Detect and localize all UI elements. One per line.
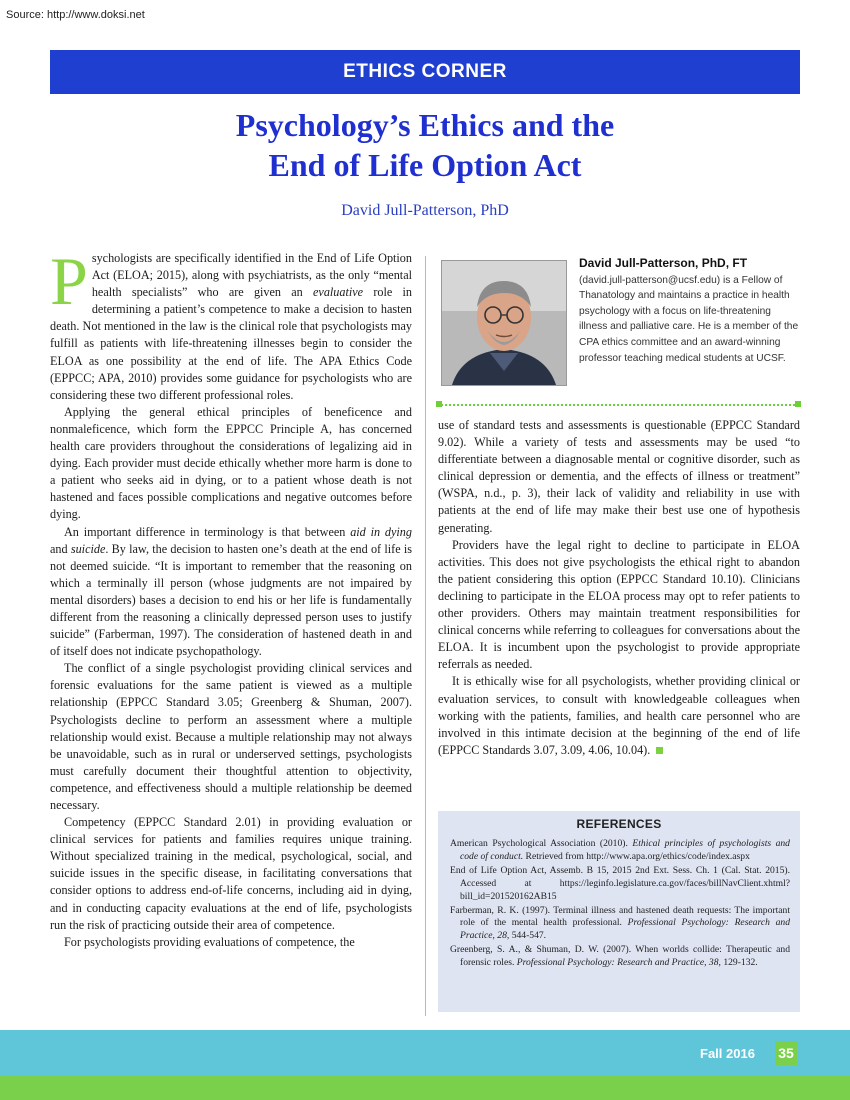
issue-label: Fall 2016 bbox=[700, 1046, 755, 1061]
paragraph: An important difference in terminology is that between aid in dying and suicide. By law, the decision to hasten one’s death at the end of life is not deemed suicide. “It is important to remember that the reasoning on which a terminally ill person (whose judgments are not impaired by mental disorders) bases a decision to end his or her life is fundamentally different from the reasoning a clinically depressed person uses to justify suicide” (Farberman, 1997). The consideration of hastened death in and of itself does not indicate psychopathology. bbox=[50, 524, 412, 659]
drop-cap: P bbox=[50, 243, 88, 319]
paragraph: The conflict of a single psychologist providing clinical services and forensic evaluations for the same patient is viewed as a multiple relationship (EPPCC Standard 3.05; Greenberg & Shuman, 2007). Psychologists decline to perform an assessment where a multiple relationship would exist. Because a multiple relationship may not always be unavoidable, such as in rural or underserved settings, psychologists must carefully document their thoughtful attention to objectivity, competence, and effectiveness should a multiple relationship be deemed necessary. bbox=[50, 661, 412, 812]
author-photo bbox=[441, 260, 567, 386]
left-column bbox=[50, 243, 412, 951]
paragraph: Competency (EPPCC Standard 2.01) in providing evaluation or clinical services for patients and families requires unique training. Without specialized training in the medical, psychological, social, and suicide issues in the specific disease, in facilitating conversations that consider options to address end-of-life concerns, including aid in dying, and in conducting capacity evaluations at the end of life, psychologists run the risk of practicing outside their area of competence. bbox=[50, 815, 412, 932]
paragraph: For psychologists providing evaluations of competence, the bbox=[64, 934, 355, 949]
article-author: David Jull-Patterson, PhD bbox=[341, 202, 509, 219]
author-bio bbox=[579, 256, 801, 366]
reference-item: Farberman, R. K. (1997). Terminal illness and hastened death requests: The important role of the mental health professional. Professional Psychology: Research and Practice, 28, 544-547. bbox=[450, 904, 790, 942]
footer-stripe bbox=[0, 1076, 850, 1100]
title-line-2: End of Life Option Act bbox=[268, 147, 582, 183]
page-number: 35 bbox=[775, 1041, 797, 1065]
paragraph: use of standard tests and assessments is questionable (EPPCC Standard 9.02). While a variety of tests and assessments may be used “to differentiate between a diagnosable mental or cognitive disorder, such as clinical depression or dementia, and the effects of illness or treatment” (WSPA, n.d., p. 3), their lack of validity and reliability in use with patients at the end of life may make their best use one of hypothesis generating. bbox=[438, 418, 800, 535]
source-url: Source: http://www.doksi.net bbox=[6, 9, 145, 21]
article-title bbox=[0, 105, 850, 185]
reference-item: End of Life Option Act, Assemb. B 15, 2015 2nd Ext. Sess. Ch. 1 (Cal. Stat. 2015). Accessed at https://leginfo.legislature.ca.gov/faces/billNavClient.xhtml?bill_id=201520162AB15 bbox=[450, 864, 790, 902]
reference-item: Greenberg, S. A., & Shuman, D. W. (2007). When worlds collide: Therapeutic and forensic roles. Professional Psychology: Research and Practice, 38, 129-132. bbox=[450, 944, 790, 969]
references-list bbox=[450, 838, 790, 971]
paragraph: Applying the general ethical principles of beneficence and nonmaleficence, which form the EPPCC Principle A, has concerned health care providers throughout the considerations of legalizing aid in dying. Each provider must decide ethically whether more harm is done to a patient who seeks aid in dying, or to a patient whose death is not hastened and faces possible complications and negative outcomes before dying. bbox=[50, 404, 412, 522]
bio-text: (david.jull-patterson@ucsf.edu) is a Fellow of Thanatology and maintains a practice in health psychology with a focus on life-threatening illness and palliative care. He is a member of the CPA ethics committee and an award-winning professor teaching medical students at UCSF. bbox=[579, 274, 799, 364]
bio-separator bbox=[438, 404, 798, 406]
separator-dot-right bbox=[795, 401, 801, 407]
references-box bbox=[438, 811, 800, 1012]
paragraph: It is ethically wise for all psychologists, whether providing clinical or evaluation services, to consult with knowledgeable colleagues when working with the patients, families, and health care personnel who are involved in this intimate decision at the beginning of the end of life (EPPCC Standards 3.07, 3.09, 4.06, 10.04). bbox=[438, 674, 800, 757]
author-portrait-illustration bbox=[442, 261, 566, 385]
title-line-1: Psychology’s Ethics and the bbox=[235, 107, 615, 143]
separator-dot-left bbox=[436, 401, 442, 407]
right-column bbox=[438, 417, 800, 759]
paragraph: Psychologists are specifically identified in the End of Life Option Act (ELOA; 2015), along with psychiatrists, as the only “mental health specialists” who are given an evaluative role in determining a patient’s competence to make a decision to hasten death. Not mentioned in the law is the clinical role that psychologists may fulfill as patients with life-threatening illnesses begin to consider the ELOA as one possibility at the end of life. The APA Ethics Code (EPPCC; APA, 2010) provides some guidance for psychologists who are considering these two different professional roles. bbox=[50, 243, 412, 402]
section-banner: ETHICS CORNER bbox=[50, 50, 800, 94]
paragraph: Providers have the legal right to decline to participate in ELOA activities. This does not give psychologists the ethical right to abandon the patient considering this option (EPPCC Standard 10.10). Clinicians declining to participate in the ELOA process may opt to refer patients to other providers. Others may maintain treatment responsibilities for clinical concerns while referring to colleagues for conversations about the ELOA. It is incumbent upon the psychologist to provide appropriate referrals as needed. bbox=[438, 537, 800, 672]
end-of-article-mark bbox=[656, 747, 663, 754]
reference-item: American Psychological Association (2010). Ethical principles of psychologists and code of conduct. Retrieved from http://www.apa.org/ethics/code/index.aspx bbox=[450, 838, 790, 862]
bio-name: David Jull-Patterson, PhD, FT bbox=[579, 256, 748, 270]
column-divider bbox=[425, 256, 426, 1016]
references-heading: REFERENCES bbox=[576, 817, 662, 831]
